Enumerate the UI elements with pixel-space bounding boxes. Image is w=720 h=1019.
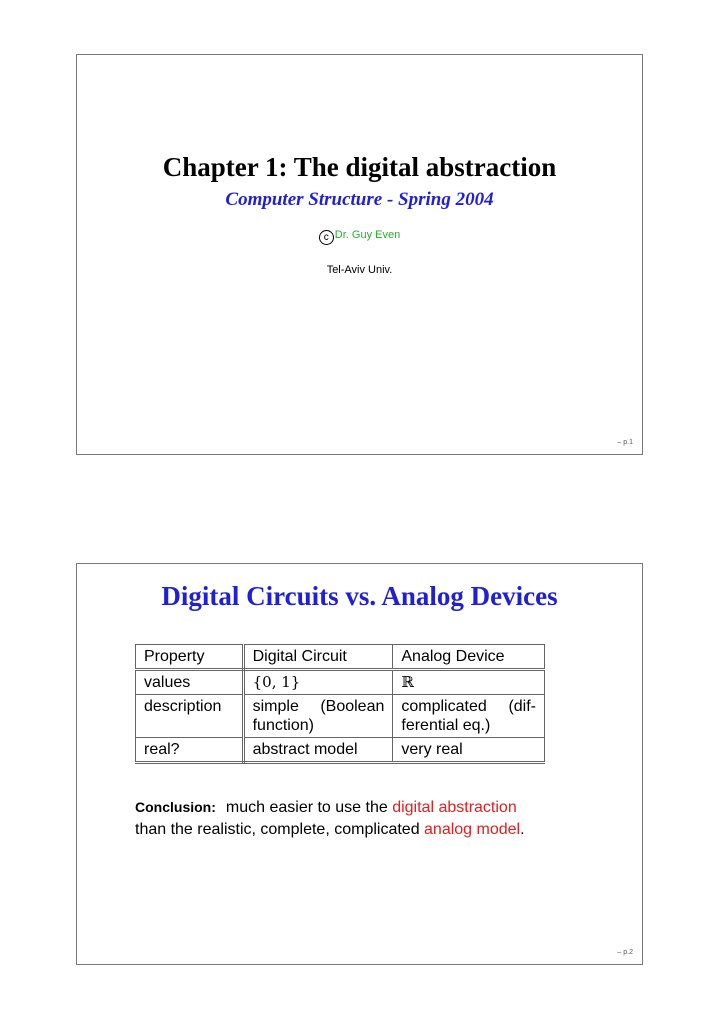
table-header-cell: Analog Device	[393, 645, 545, 670]
slide-2	[76, 563, 643, 965]
table-cell	[136, 695, 244, 738]
table-header-row	[136, 645, 545, 670]
table-header-cell: Digital Circuit	[243, 645, 393, 670]
cell-line: complicated (dif-	[401, 698, 536, 715]
cell-line: description	[144, 698, 222, 715]
conclusion-text: .	[520, 821, 525, 838]
table-header-cell: Property	[136, 645, 244, 670]
page-number: – p.2	[617, 949, 633, 956]
table-cell: ℝ	[393, 670, 545, 695]
cell-line: ferential eq.)	[401, 717, 491, 734]
page-number: – p.1	[617, 439, 633, 446]
comparison-table	[135, 644, 545, 764]
table-cell: real?	[136, 738, 244, 763]
table-cell: values	[136, 670, 244, 695]
affiliation: Tel-Aviv Univ.	[326, 264, 393, 276]
cell-line: simple (Boolean	[252, 698, 385, 715]
slide-1	[76, 54, 643, 455]
conclusion-paragraph	[135, 796, 605, 841]
table-cell: abstract model	[243, 738, 393, 763]
conclusion-label: Conclusion:	[135, 799, 216, 815]
slide-title: Digital Circuits vs. Analog Devices	[161, 581, 558, 611]
slide-title: Chapter 1: The digital abstraction	[162, 152, 557, 182]
author-name: Dr. Guy Even	[334, 229, 401, 241]
conclusion-text: much easier to use the	[225, 799, 393, 816]
table-cell: very real	[393, 738, 545, 763]
highlight-digital-abstraction: digital abstraction	[392, 799, 517, 816]
table-row	[136, 738, 545, 763]
table-cell	[243, 695, 393, 738]
copyright-icon: c	[319, 230, 334, 245]
cell-line: function)	[252, 717, 314, 734]
table-row	[136, 695, 545, 738]
table-row	[136, 670, 545, 695]
conclusion-text: than the realistic, complete, complicated	[135, 821, 425, 838]
author-line	[77, 229, 642, 245]
highlight-analog-model: analog model	[424, 821, 521, 838]
slide-subtitle: Computer Structure - Spring 2004	[225, 189, 494, 210]
table-cell	[393, 695, 545, 738]
table-cell: {0, 1}	[243, 670, 393, 695]
